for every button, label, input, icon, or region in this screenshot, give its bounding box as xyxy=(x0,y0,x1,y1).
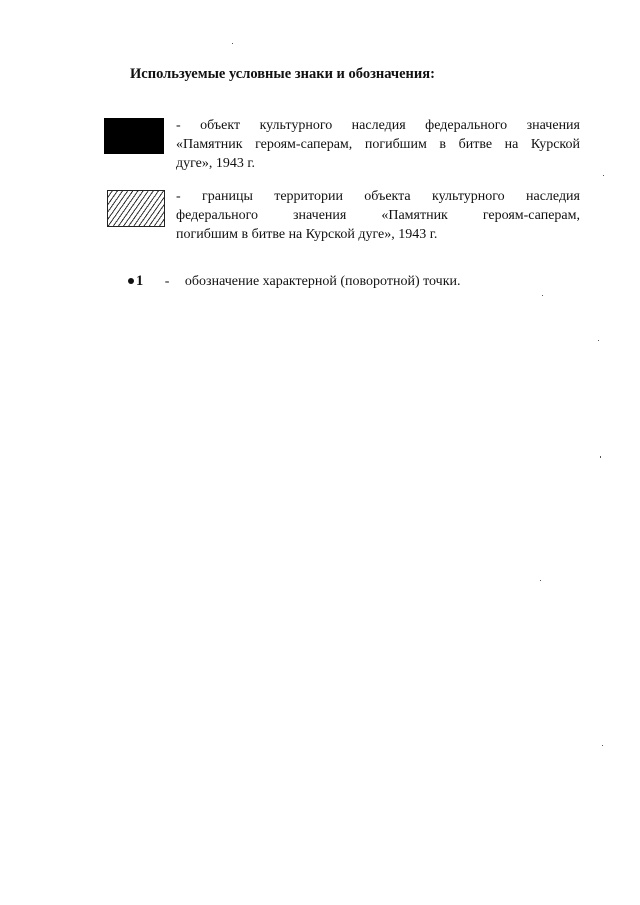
legend-text-line: - объект культурного наследия федерального значения xyxy=(176,118,580,133)
legend-item-territory-description xyxy=(176,187,580,244)
point-dash: - xyxy=(164,274,170,289)
legend-text-line: «Памятник героям-саперам, погибшим в битве на Курской xyxy=(176,137,580,152)
point-marker-icon xyxy=(128,278,134,284)
solid-black-swatch-icon xyxy=(104,118,164,154)
scan-speck xyxy=(540,580,541,581)
legend-heading: Используемые условные знаки и обозначения: xyxy=(130,66,435,82)
legend-text-line: - границы территории объекта культурного наследия xyxy=(176,189,580,204)
hatched-swatch-icon xyxy=(107,190,165,227)
scan-speck xyxy=(600,456,601,458)
scan-speck xyxy=(603,175,604,176)
point-marker-number: 1 xyxy=(136,273,144,289)
legend-item-monument-description xyxy=(176,116,580,173)
point-description: обозначение характерной (поворотной) точки. xyxy=(184,274,461,289)
scan-speck xyxy=(598,340,599,341)
scan-speck xyxy=(232,43,233,44)
scan-speck xyxy=(542,295,543,296)
legend-text-line: погибшим в битве на Курской дуге», 1943 г. xyxy=(176,227,438,242)
scan-speck xyxy=(602,745,603,746)
legend-text-line: федерального значения «Памятник героям-саперам, xyxy=(176,208,580,223)
legend-item-turning-point xyxy=(128,273,461,290)
legend-text-line: дуге», 1943 г. xyxy=(176,156,256,171)
